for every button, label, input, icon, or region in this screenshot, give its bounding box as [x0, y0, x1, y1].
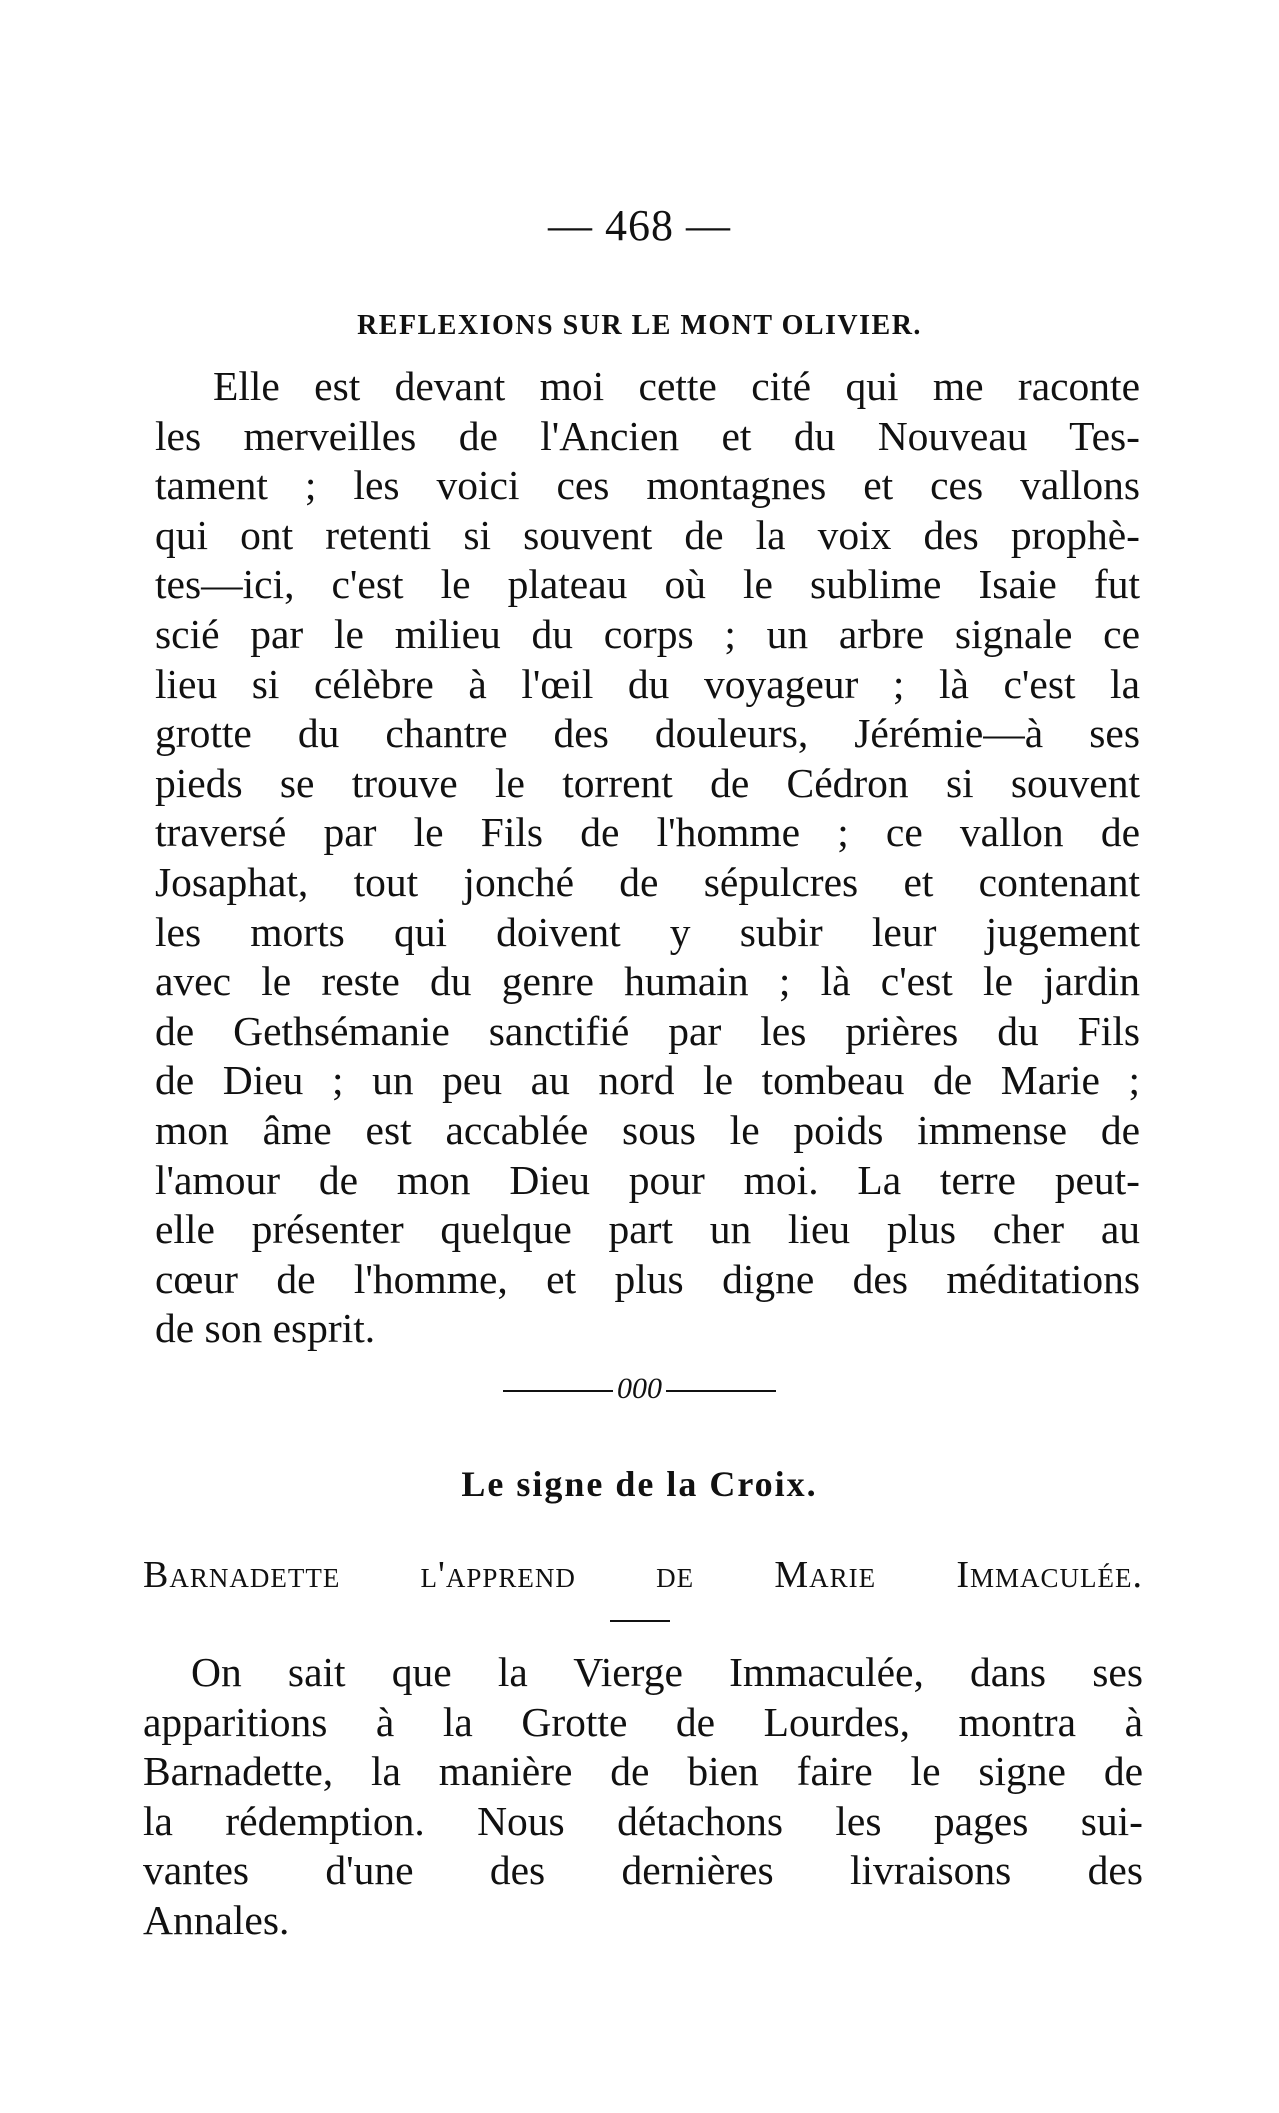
- text-line: Josaphat, tout jonché de sépulcres et contenant: [155, 858, 1140, 905]
- text-line: qui ont retenti si souvent de la voix des prophè-: [155, 511, 1140, 558]
- section-title: REFLEXIONS SUR LE MONT OLIVIER.: [357, 310, 922, 341]
- text-line: avec le reste du genre humain ; là c'est le jardin: [155, 958, 1140, 1005]
- text-line: cœur de l'homme, et plus digne des méditations: [155, 1255, 1140, 1302]
- text-line: les merveilles de l'Ancien et du Nouveau Tes-: [155, 412, 1140, 459]
- text-line: l'amour de mon Dieu pour moi. La terre peut-: [155, 1156, 1140, 1203]
- text-line: la rédemption. Nous détachons les pages sui-: [143, 1797, 1143, 1844]
- separator-rule-left: [503, 1390, 613, 1392]
- text-line: Barnadette, la manière de bien faire le signe de: [143, 1748, 1143, 1795]
- text-line: scié par le milieu du corps ; un arbre signale ce: [155, 610, 1140, 657]
- text-line: On sait que la Vierge Immaculée, dans ses: [191, 1649, 1143, 1695]
- text-line: de Dieu ; un peu au nord le tombeau de Marie ;: [155, 1057, 1140, 1104]
- separator-rule-right: [666, 1390, 776, 1392]
- text-line: mon âme est accablée sous le poids immense de: [155, 1106, 1140, 1153]
- text-line: les morts qui doivent y subir leur jugement: [155, 908, 1140, 955]
- separator-text: 000: [617, 1372, 662, 1405]
- text-line: tes—ici, c'est le plateau où le sublime Isaie fut: [155, 561, 1140, 608]
- section-separator: [0, 1372, 1279, 1406]
- text-line: de Gethsémanie sanctifié par les prières du Fils: [155, 1007, 1140, 1054]
- subtitle-rule: [610, 1620, 670, 1622]
- text-line: traversé par le Fils de l'homme ; ce vallon de: [155, 809, 1140, 856]
- text-line: de son esprit.: [155, 1305, 376, 1352]
- text-line: grotte du chantre des douleurs, Jérémie—à ses: [155, 710, 1140, 757]
- text-line: vantes d'une des dernières livraisons des: [143, 1847, 1143, 1894]
- chapter-title: Le signe de la Croix.: [461, 1464, 818, 1504]
- paragraph-signe-croix: [143, 1648, 1143, 1946]
- page-number: — 468 —: [548, 201, 731, 250]
- text-line: lieu si célèbre à l'œil du voyageur ; là c'est la: [155, 660, 1140, 707]
- text-line: apparitions à la Grotte de Lourdes, montra à: [143, 1698, 1143, 1745]
- text-line: elle présenter quelque part un lieu plus cher au: [155, 1206, 1140, 1253]
- paragraph-mont-olivier: [155, 362, 1140, 1354]
- text-line: tament ; les voici ces montagnes et ces vallons: [155, 462, 1140, 509]
- text-line: Elle est devant moi cette cité qui me raconte: [213, 363, 1140, 409]
- chapter-subtitle: Barnadette l'apprend de Marie Immaculée.: [143, 1554, 1143, 1596]
- text-line: Annales.: [143, 1896, 290, 1943]
- text-line: pieds se trouve le torrent de Cédron si souvent: [155, 759, 1140, 806]
